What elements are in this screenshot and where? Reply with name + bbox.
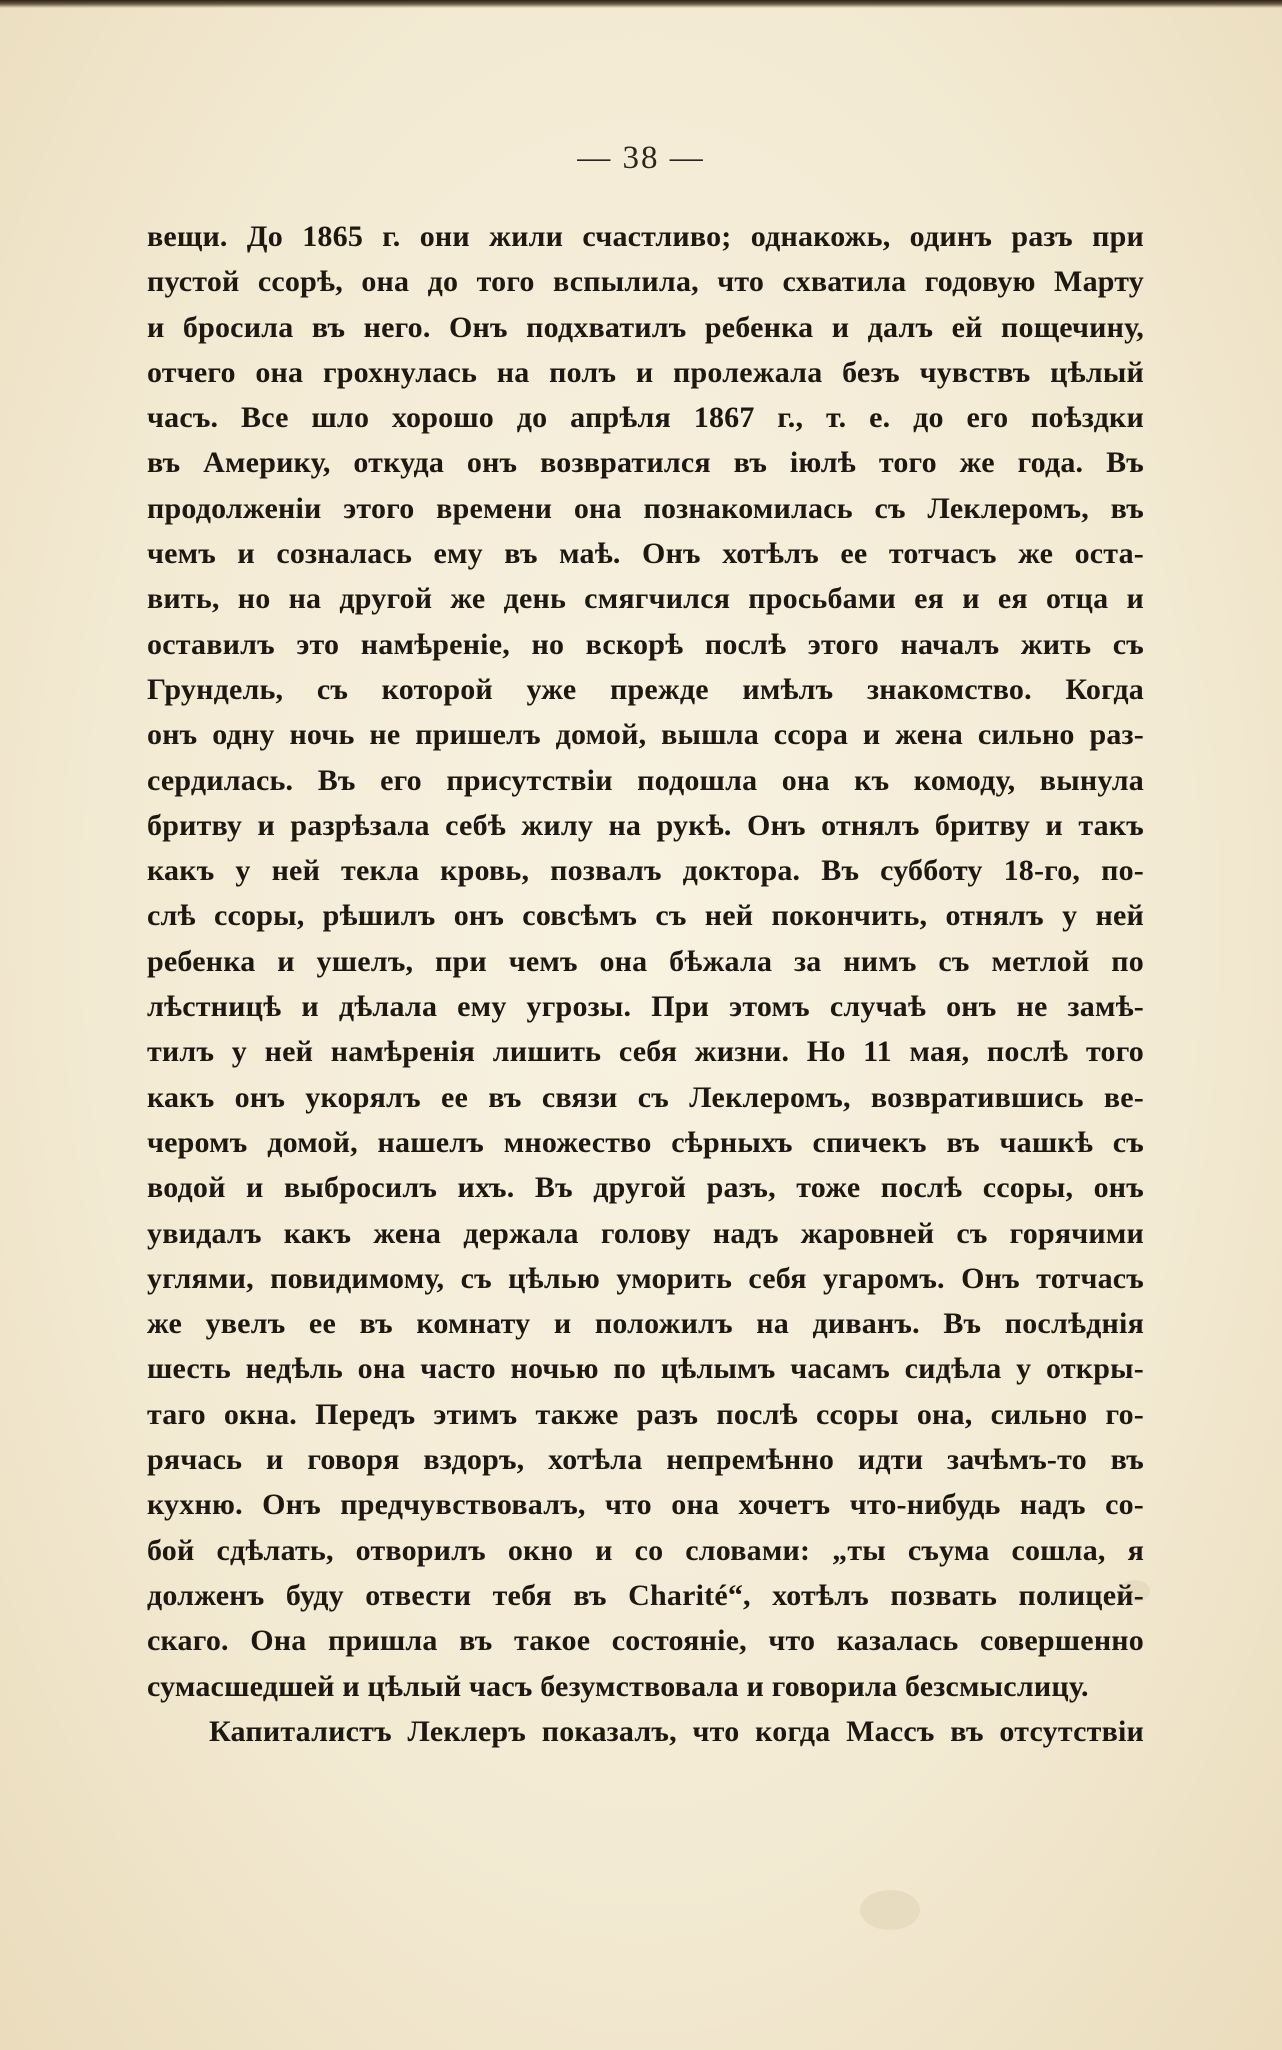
text-line: въ Америку, откуда онъ возвратился въ iюлѣ того же года. Въ	[147, 446, 1144, 480]
text-line: водой и выбросилъ ихъ. Въ другой разъ, тоже послѣ ссоры, онъ	[147, 1171, 1144, 1205]
text-line: углями, повидимому, съ цѣлью уморить себя угаромъ. Онъ тотчасъ	[147, 1261, 1144, 1295]
text-line: рячась и говоря вздоръ, хотѣла непремѣнно идти зачѣмъ-то въ	[147, 1443, 1144, 1477]
text-line: сумасшедшей и цѣлый часъ безумствовала и говорила безсмыслицу.	[147, 1669, 1089, 1703]
text-line: чемъ и созналась ему въ маѣ. Онъ хотѣлъ ее тотчасъ же оста-	[147, 537, 1144, 571]
text-line: сердилась. Въ его присутствiи подошла она къ комоду, вынула	[147, 763, 1144, 797]
text-line: вить, но на другой же день смягчился просьбами ея и ея отца и	[147, 582, 1144, 616]
text-line: и бросила въ него. Онъ подхватилъ ребенка и далъ ей пощечину,	[147, 310, 1144, 344]
text-line: тилъ у ней намѣренiя лишить себя жизни. Но 11 мая, послѣ того	[147, 1035, 1144, 1069]
text-line: скаго. Она пришла въ такое состоянiе, что казалась совершенно	[147, 1624, 1144, 1658]
page-number: — 38 —	[577, 140, 705, 176]
text-line: отчего она грохнулась на полъ и пролежала безъ чувствъ цѣлый	[147, 355, 1144, 389]
text-line: шесть недѣль она часто ночью по цѣлымъ часамъ сидѣла у откры-	[147, 1352, 1144, 1386]
text-line: вещи. До 1865 г. они жили счастливо; однакожь, одинъ разъ при	[147, 220, 1144, 253]
text-line: продолженiи этого времени она познакомилась съ Леклеромъ, въ	[147, 491, 1144, 525]
text-line: бритву и разрѣзала себѣ жилу на рукѣ. Онъ отнялъ бритву и такъ	[147, 808, 1144, 842]
text-line: часъ. Все шло хорошо до апрѣля 1867 г., т. е. до его поѣздки	[147, 401, 1144, 435]
text-line: слѣ ссоры, рѣшилъ онъ совсѣмъ съ ней покончить, отнялъ у ней	[147, 899, 1144, 933]
text-line: ребенка и ушелъ, при чемъ она бѣжала за нимъ съ метлой по	[147, 944, 1144, 978]
text-line: Капиталистъ Леклеръ показалъ, что когда Массъ въ отсутствiи	[209, 1714, 1144, 1748]
text-line: какъ онъ укорялъ ее въ связи съ Леклеромъ, возвратившись ве-	[147, 1080, 1144, 1114]
text-line: оставилъ это намѣренiе, но вскорѣ послѣ этого началъ жить съ	[147, 627, 1144, 661]
text-line: увидалъ какъ жена держала голову надъ жаровней съ горячими	[147, 1216, 1144, 1250]
text-line: таго окна. Передъ этимъ также разъ послѣ ссоры она, сильно го-	[147, 1397, 1144, 1431]
text-line: Грундель, съ которой уже прежде имѣлъ знакомство. Когда	[147, 672, 1144, 706]
text-line: лѣстницѣ и дѣлала ему угрозы. При этомъ случаѣ онъ не замѣ-	[147, 990, 1144, 1024]
text-line: же увелъ ее въ комнату и положилъ на диванъ. Въ послѣднiя	[147, 1307, 1144, 1341]
page-top-edge	[0, 0, 1282, 8]
text-line: онъ одну ночь не пришелъ домой, вышла ссора и жена сильно раз-	[147, 718, 1144, 752]
text-line: кухню. Онъ предчувствовалъ, что она хочетъ что-нибудь надъ со-	[147, 1488, 1144, 1522]
paper-stain	[860, 1890, 920, 1930]
text-line: какъ у ней текла кровь, позвалъ доктора. Въ субботу 18-го, по-	[147, 854, 1144, 888]
text-line: бой сдѣлать, отворилъ окно и со словами: „ты съума сошла, я	[147, 1533, 1144, 1567]
text-line: долженъ буду отвести тебя въ Charité“, хотѣлъ позвать полицей-	[147, 1578, 1144, 1612]
text-line: пустой ссорѣ, она до того вспылила, что схватила годовую Марту	[147, 265, 1144, 299]
body-text	[147, 214, 1144, 1754]
text-line: черомъ домой, нашелъ множество сѣрныхъ спичекъ въ чашкѣ съ	[147, 1125, 1144, 1159]
